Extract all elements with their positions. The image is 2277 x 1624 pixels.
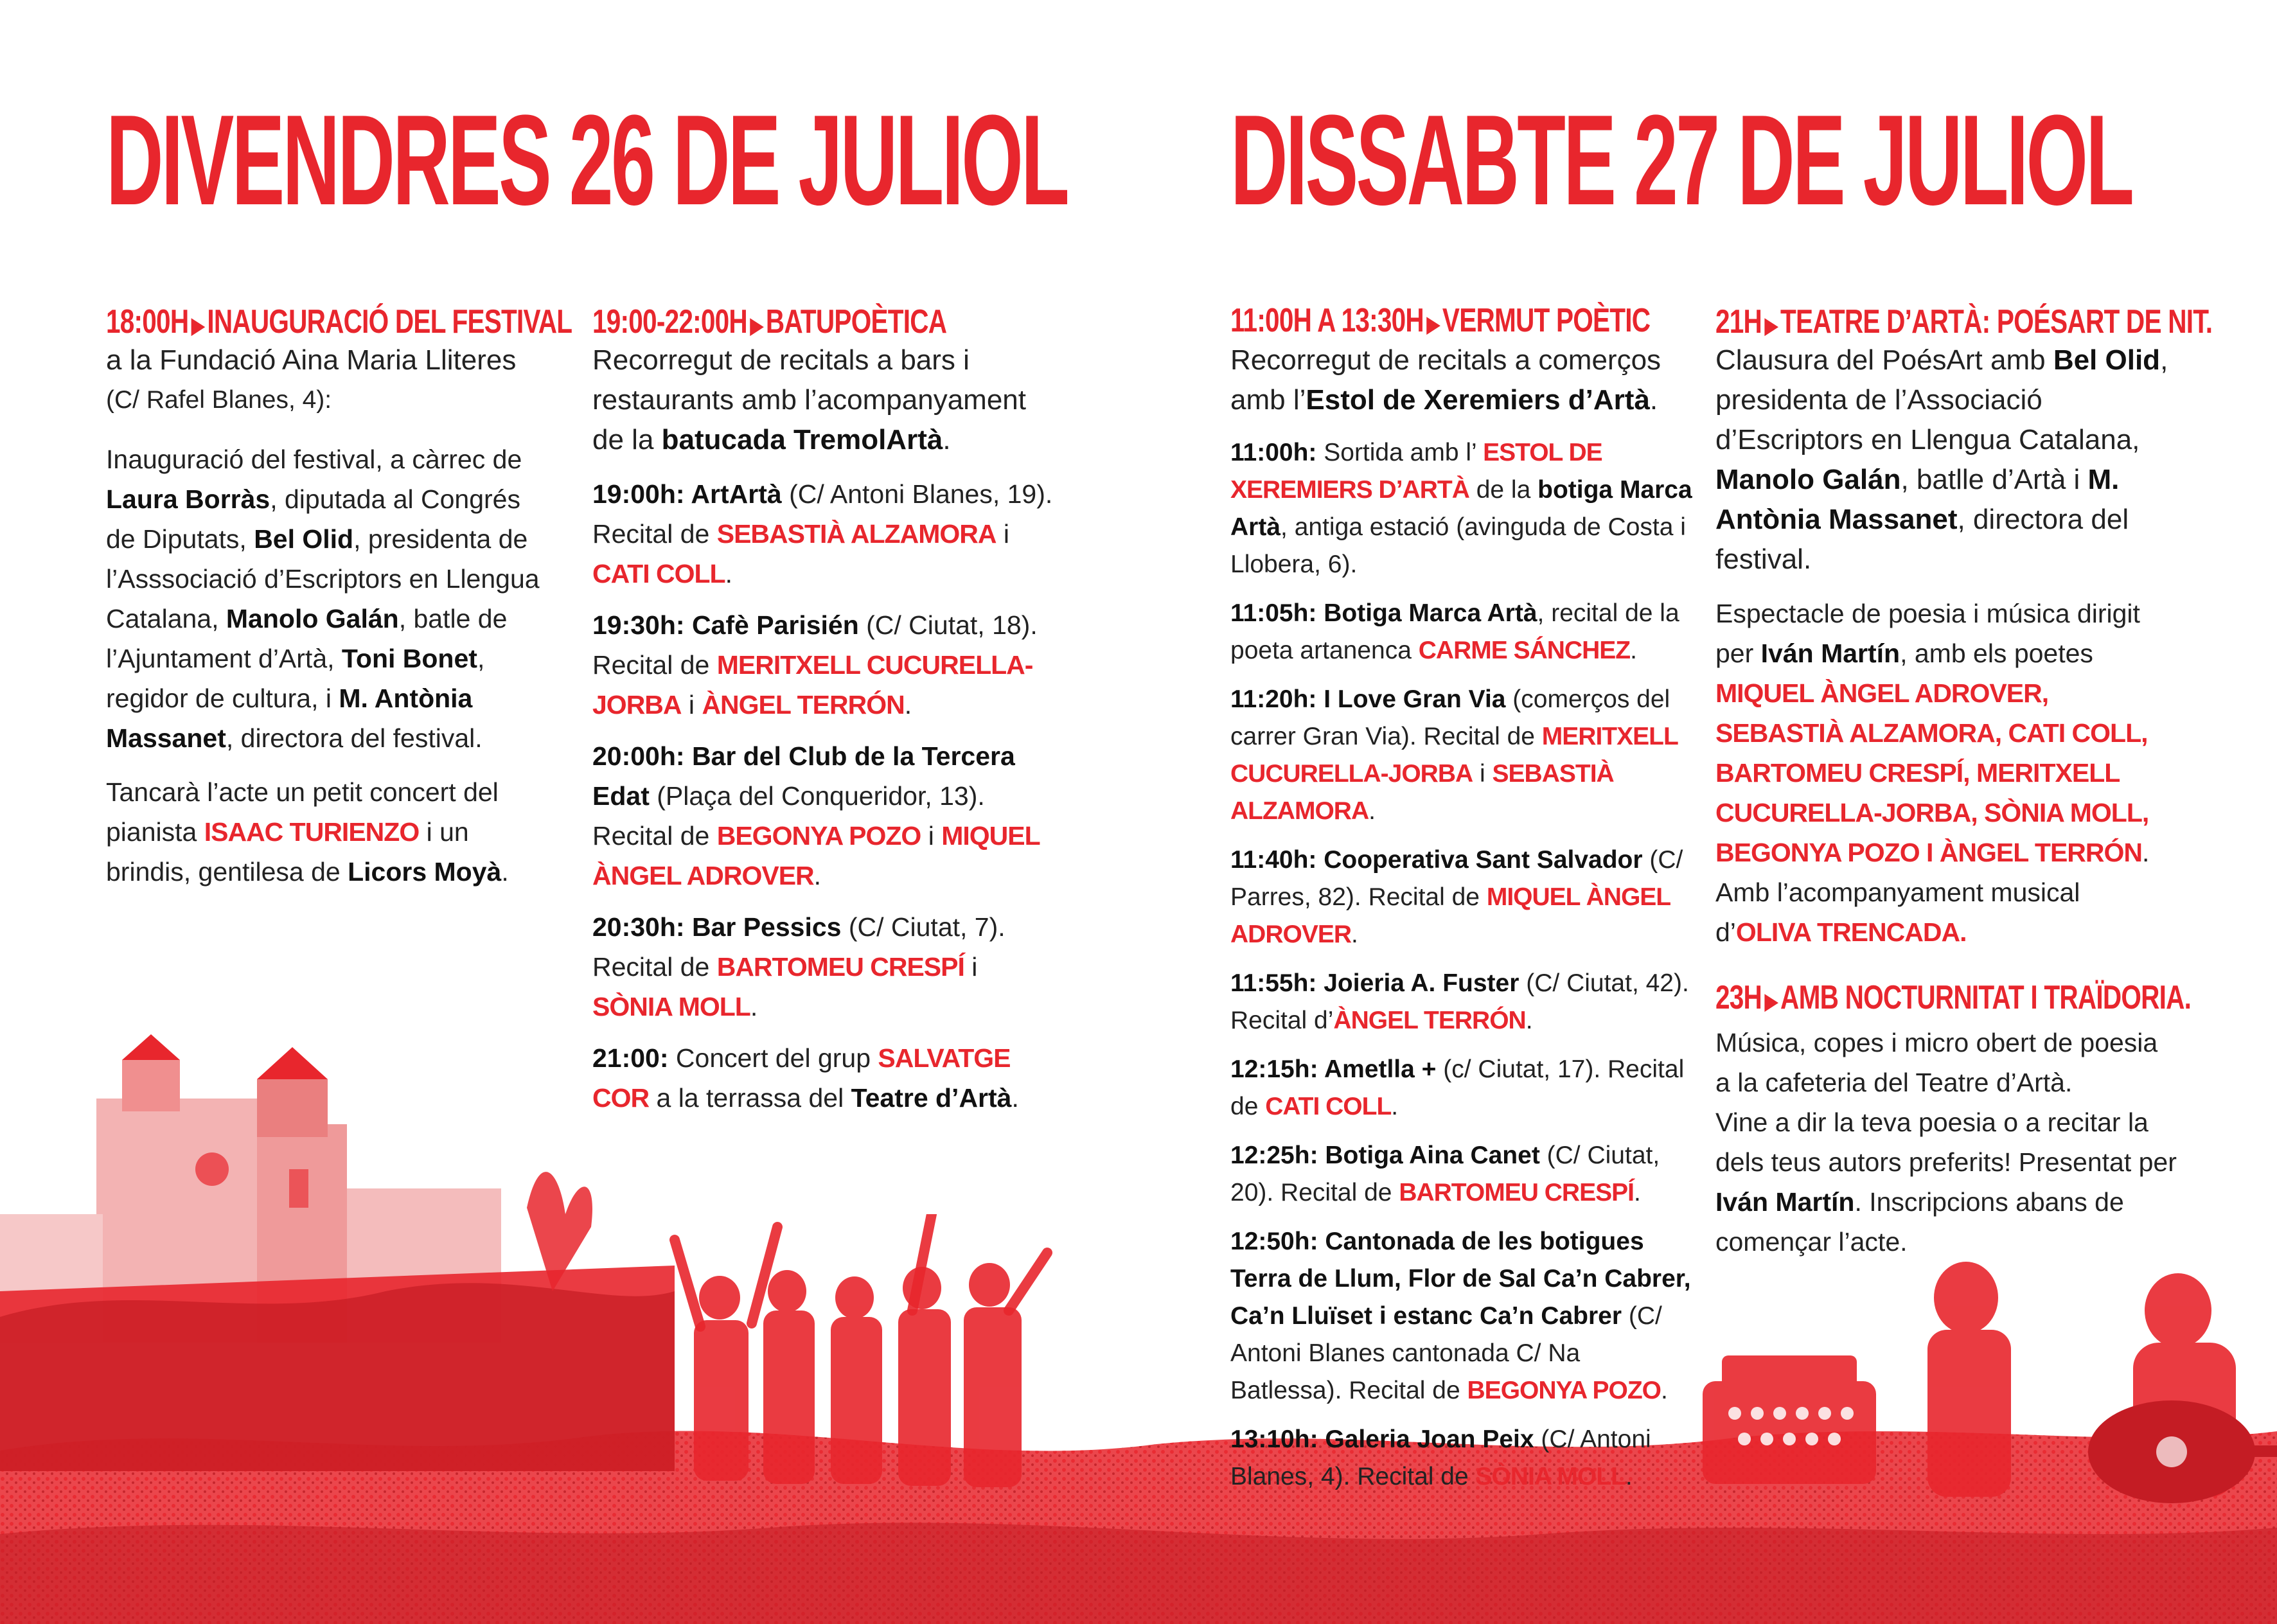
concert-paragraph: Tancarà l’acte un petit concert del pianista ISAAC TURIENZO i un brindis, gentilesa de Licors Moyà. bbox=[106, 777, 509, 887]
typewriter-guitar-illustration bbox=[1683, 1259, 2277, 1529]
column-batupoetica bbox=[592, 302, 1055, 1129]
event-1250: 12:50h: Cantonada de les botigues Terra de Llum, Flor de Sal Ca’n Cabrer, Ca’n Lluïset i estanc Ca’n Cabrer (C/ Antoni Blanes cantonada C/ Na Batlessa). Recital de BEGONYA POZO. bbox=[1230, 1228, 1691, 1404]
play-icon: ▶ bbox=[1426, 312, 1440, 337]
play-icon: ▶ bbox=[750, 313, 763, 338]
headline-time: 21H bbox=[1715, 303, 1762, 340]
headline-title: INAUGURACIÓ DEL FESTIVAL bbox=[207, 303, 572, 340]
headline-title: BATUPOÈTICA bbox=[765, 303, 947, 340]
event-1225: 12:25h: Botiga Aina Canet (C/ Ciutat, 20). Recital de BARTOMEU CRESPÍ. bbox=[1230, 1142, 1660, 1206]
venue: a la Fundació Aina Maria Lliteres bbox=[106, 344, 517, 376]
event-1140: 11:40h: Cooperativa Sant Salvador (C/ Parres, 82). Recital de MIQUEL ÀNGEL ADROVER. bbox=[1230, 846, 1683, 948]
espectacle-paragraph: Espectacle de poesia i música dirigit per Iván Martín, amb els poetes MIQUEL ÀNGEL ADROVER, SEBASTIÀ ALZAMORA, CATI COLL, BARTOMEU CRESPÍ, MERITXELL CUCURELLA-JORBA, SÒNIA MOLL, BEGONYA POZO I ÀNGEL TERRÓN. Amb l’acompanyament musical d’OLIVA TRENCADA. bbox=[1715, 599, 2150, 947]
column-inauguration bbox=[106, 302, 572, 906]
event-1310: 13:10h: Galeria Joan Peix (C/ Antoni Blanes, 4). Recital de SÒNIA MOLL. bbox=[1230, 1425, 1651, 1490]
castle-illustration bbox=[0, 1021, 675, 1471]
headline-poesart-nit bbox=[1715, 302, 2213, 340]
headline-time: 19:00-22:00H bbox=[592, 303, 747, 340]
event-1100: 11:00h: Sortida amb l’ ESTOL DE XEREMIERS D’ARTÀ de la botiga Marca Artà, antiga estació (avinguda de Costa i Llobera, 6). bbox=[1230, 439, 1692, 578]
clausura-paragraph: Clausura del PoésArt amb Bel Olid, presidenta de l’Associació d’Escriptors en Llengua Catalana, Manolo Galán, batlle d’Artà i M. Antònia Massanet, directora del festival. bbox=[1715, 344, 2168, 575]
address: (C/ Rafel Blanes, 4): bbox=[106, 386, 332, 414]
play-icon: ▶ bbox=[191, 313, 204, 338]
friday-title: DIVENDRES 26 DE JULIOL bbox=[106, 89, 1068, 232]
column-poesart-nit bbox=[1715, 302, 2213, 1276]
headline-title: TEATRE D’ARTÀ: POÉSART DE NIT. bbox=[1780, 303, 2213, 340]
headline-vermut bbox=[1230, 302, 1693, 340]
headline-inauguration bbox=[106, 302, 572, 340]
nocturnitat-paragraph: Música, copes i micro obert de poesia a la cafeteria del Teatre d’Artà. Vine a dir la teva poesia o a recitar la dels teus autors preferits! Presentat per Iván Martín. Inscripcions abans de començar l’acte. bbox=[1715, 1028, 2177, 1257]
event-1105: 11:05h: Botiga Marca Artà, recital de la poeta artanenca CARME SÁNCHEZ. bbox=[1230, 599, 1679, 664]
headline-time: 23H bbox=[1715, 979, 1762, 1016]
women-photo-illustration bbox=[649, 1214, 1060, 1510]
event-1120: 11:20h: I Love Gran Via (comerços del carrer Gran Via). Recital de MERITXELL CUCURELLA-JORBA i SEBASTIÀ ALZAMORA. bbox=[1230, 685, 1678, 825]
event-tercera-edat: 20:00h: Bar del Club de la Tercera Edat (Plaça del Conqueridor, 13). Recital de BEGONYA POZO i MIQUEL ÀNGEL ADROVER. bbox=[592, 741, 1040, 890]
event-artarta: 19:00h: ArtArtà (C/ Antoni Blanes, 19). Recital de SEBASTIÀ ALZAMORA i CATI COLL. bbox=[592, 479, 1053, 588]
batupoetica-intro: Recorregut de recitals a bars i restaurants amb l’acompanyament de la batucada TremolArtà. bbox=[592, 344, 1026, 455]
play-icon: ▶ bbox=[1764, 989, 1778, 1014]
event-1215: 12:15h: Ametlla + (c/ Ciutat, 17). Recital de CATI COLL. bbox=[1230, 1055, 1685, 1120]
event-salvatge-cor: 21:00: Concert del grup SALVATGE COR a la terrassa del Teatre d’Artà. bbox=[592, 1043, 1019, 1113]
column-vermut-poetic bbox=[1230, 302, 1693, 1507]
event-bar-pessics: 20:30h: Bar Pessics (C/ Ciutat, 7). Recital de BARTOMEU CRESPÍ i SÒNIA MOLL. bbox=[592, 912, 1006, 1021]
saturday-title: DISSABTE 27 DE JULIOL bbox=[1230, 89, 2132, 232]
headline-nocturnitat bbox=[1715, 978, 2192, 1016]
headline-title: VERMUT POÈTIC bbox=[1442, 302, 1651, 339]
play-icon: ▶ bbox=[1764, 313, 1778, 338]
vermut-intro: Recorregut de recitals a comerços amb l’Estol de Xeremiers d’Artà. bbox=[1230, 344, 1661, 416]
event-1155: 11:55h: Joieria A. Fuster (C/ Ciutat, 42). Recital d’ÀNGEL TERRÓN. bbox=[1230, 969, 1689, 1034]
event-cafe-parisien: 19:30h: Cafè Parisién (C/ Ciutat, 18). Recital de MERITXELL CUCURELLA-JORBA i ÀNGEL TERRÓN. bbox=[592, 610, 1038, 719]
inauguration-paragraph: Inauguració del festival, a càrrec de Laura Borràs, diputada al Congrés de Diputats, Bel Olid, presidenta de l’Asssociació d’Escriptors en Llengua Catalana, Manolo Galán, batle de l’Ajuntament d’Artà, Toni Bonet, regidor de cultura, i M. Antònia Massanet, directora del festival. bbox=[106, 445, 540, 753]
headline-title: AMB NOCTURNITAT I TRAÏDORIA. bbox=[1780, 979, 2192, 1016]
headline-time: 18:00H bbox=[106, 303, 189, 340]
headline-time: 11:00H A 13:30H bbox=[1230, 302, 1424, 339]
headline-batupoetica bbox=[592, 302, 1055, 340]
